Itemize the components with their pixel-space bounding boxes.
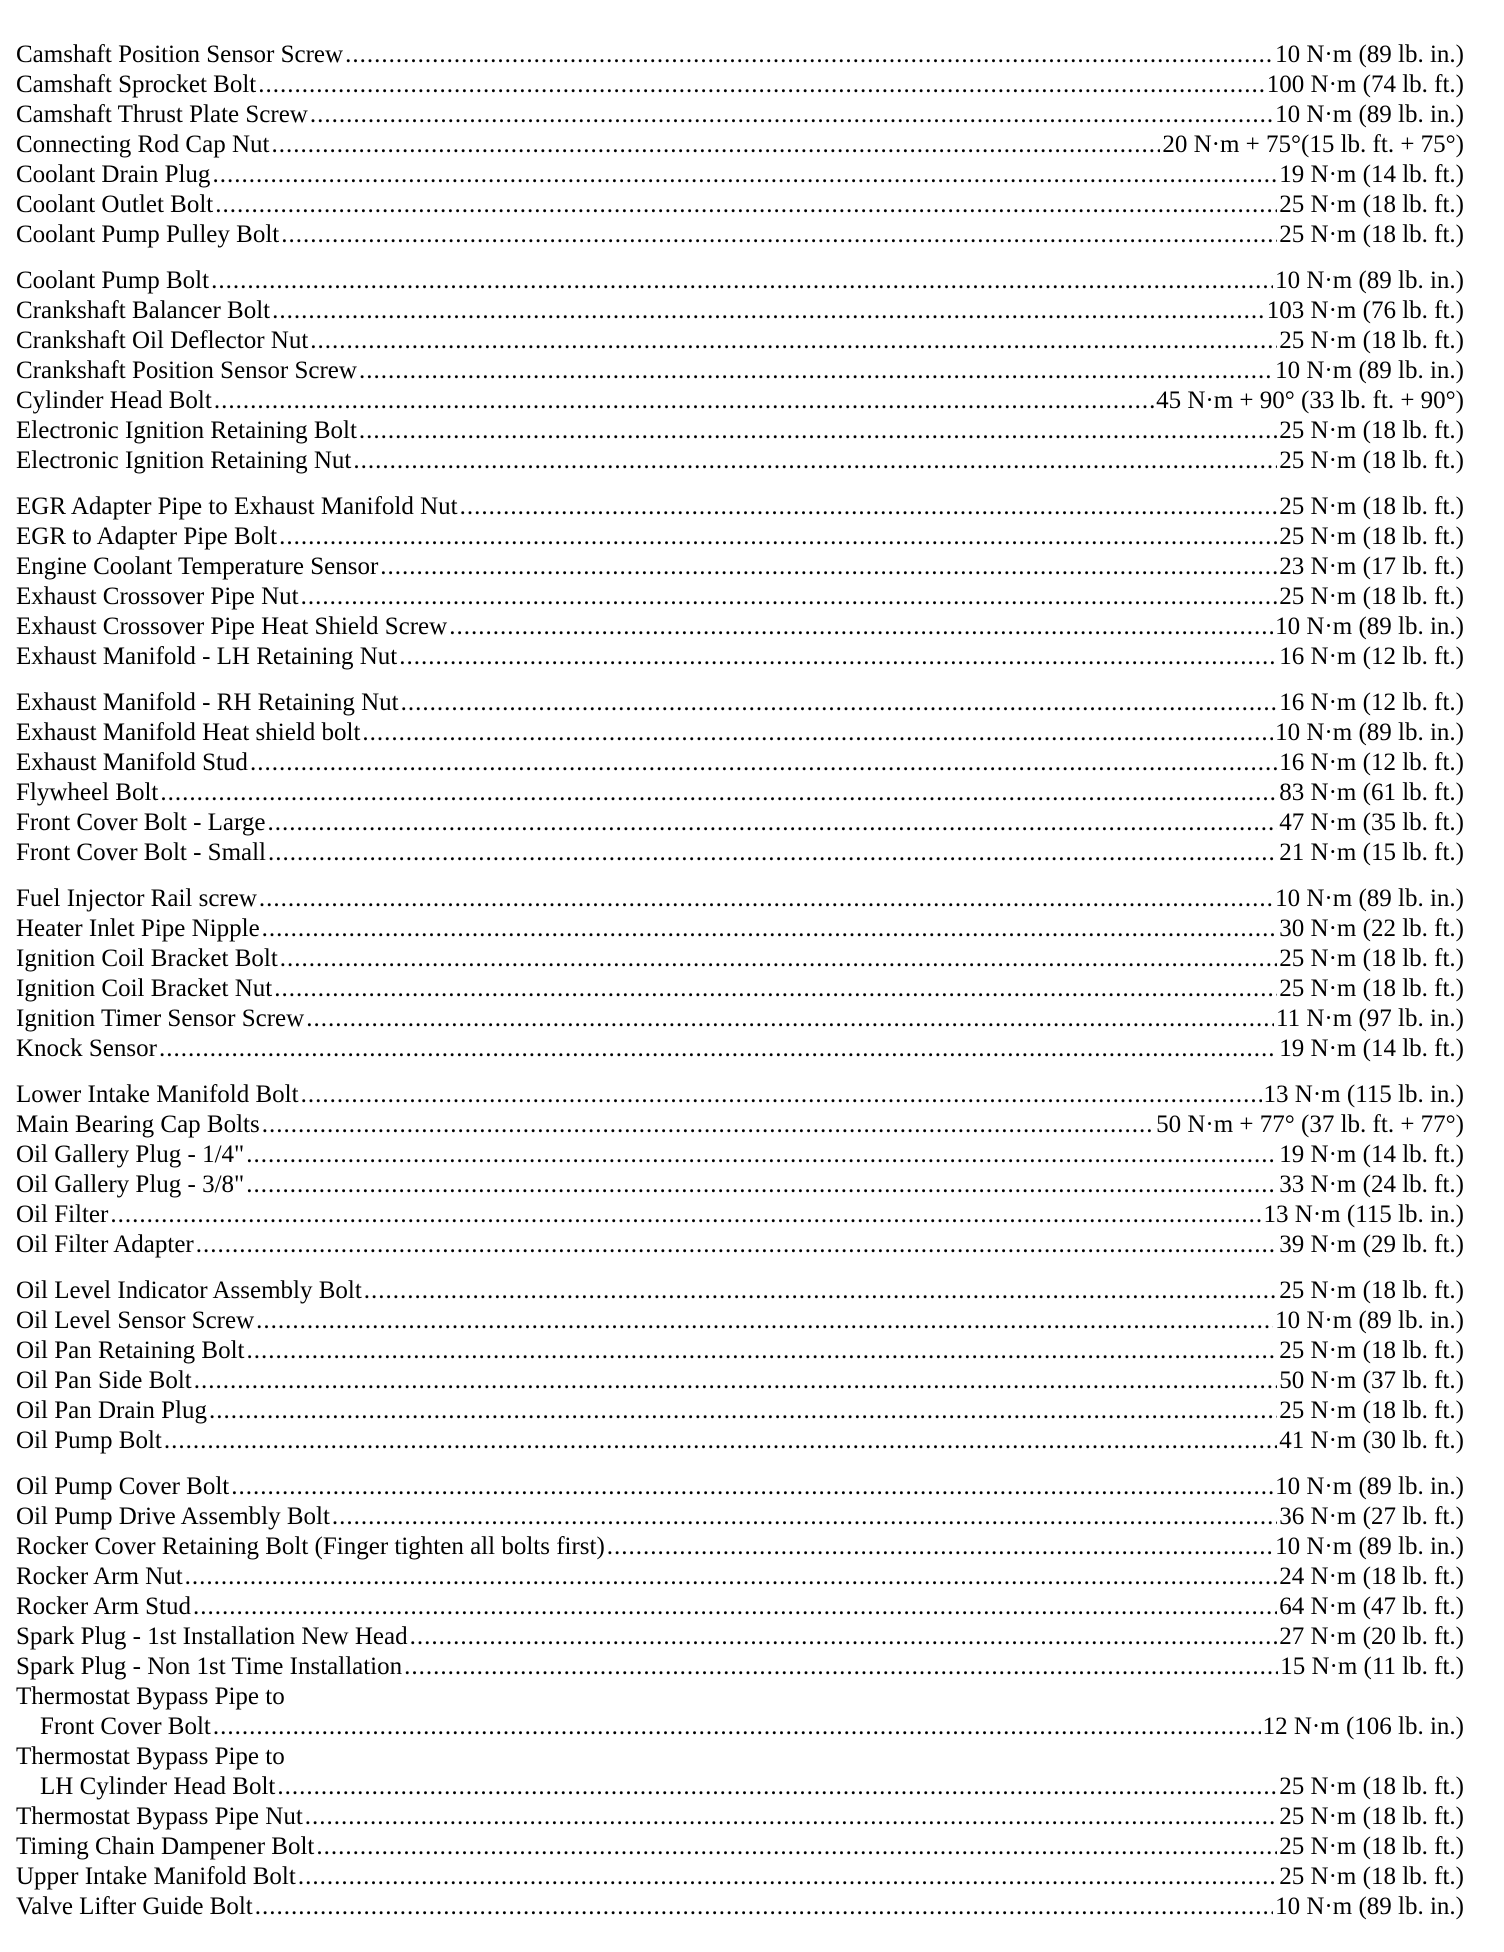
dot-leader xyxy=(345,40,1273,70)
dot-leader xyxy=(359,416,1277,446)
spec-label: Spark Plug - Non 1st Time Installation xyxy=(16,1653,403,1680)
spec-row xyxy=(16,838,1464,868)
dot-leader xyxy=(262,1110,1154,1140)
spec-label: Electronic Ignition Retaining Nut xyxy=(16,447,352,474)
spec-row xyxy=(16,1862,1464,1892)
spec-value: 39 N·m (29 lb. ft.) xyxy=(1279,1231,1464,1258)
spec-label: Exhaust Crossover Pipe Nut xyxy=(16,583,299,610)
spec-label: LH Cylinder Head Bolt xyxy=(40,1773,276,1800)
spec-row xyxy=(16,1004,1464,1034)
spec-value: 36 N·m (27 lb. ft.) xyxy=(1279,1503,1464,1530)
dot-leader xyxy=(316,1832,1277,1862)
dot-leader xyxy=(256,1306,1273,1336)
spec-value: 25 N·m (18 lb. ft.) xyxy=(1279,1773,1464,1800)
spec-value: 19 N·m (14 lb. ft.) xyxy=(1279,161,1464,188)
spec-row xyxy=(16,356,1464,386)
spec-row xyxy=(16,1276,1464,1306)
dot-leader xyxy=(268,838,1277,868)
dot-leader xyxy=(310,326,1277,356)
dot-leader xyxy=(401,688,1278,718)
spec-row xyxy=(16,446,1464,476)
spec-value: 10 N·m (89 lb. in.) xyxy=(1275,1893,1464,1920)
torque-specifications-table xyxy=(16,40,1464,1938)
spec-row xyxy=(16,718,1464,748)
spec-row xyxy=(16,1562,1464,1592)
dot-leader xyxy=(305,1802,1278,1832)
dot-leader xyxy=(399,642,1277,672)
spec-value: 25 N·m (18 lb. ft.) xyxy=(1279,1803,1464,1830)
spec-row xyxy=(16,1336,1464,1366)
spec-row xyxy=(16,100,1464,130)
dot-leader xyxy=(212,160,1277,190)
spec-value: 10 N·m (89 lb. in.) xyxy=(1275,267,1464,294)
spec-value: 10 N·m (89 lb. in.) xyxy=(1275,41,1464,68)
dot-leader xyxy=(449,612,1273,642)
spec-row xyxy=(16,1652,1464,1682)
spec-label: Oil Level Sensor Screw xyxy=(16,1307,255,1334)
spec-label: Oil Level Indicator Assembly Bolt xyxy=(16,1277,362,1304)
spec-group xyxy=(16,492,1464,672)
spec-label: Oil Filter xyxy=(16,1201,109,1228)
dot-leader xyxy=(410,1622,1278,1652)
spec-value: 27 N·m (20 lb. ft.) xyxy=(1279,1623,1464,1650)
spec-row xyxy=(16,492,1464,522)
spec-value: 11 N·m (97 lb. in.) xyxy=(1276,1005,1464,1032)
spec-row xyxy=(16,386,1464,416)
spec-value: 20 N·m + 75°(15 lb. ft. + 75°) xyxy=(1162,131,1464,158)
spec-label-first-line: Thermostat Bypass Pipe to xyxy=(16,1683,285,1710)
spec-label: Camshaft Position Sensor Screw xyxy=(16,41,344,68)
spec-row xyxy=(16,1396,1464,1426)
dot-leader xyxy=(364,1276,1278,1306)
spec-group xyxy=(16,266,1464,476)
spec-row xyxy=(16,642,1464,672)
spec-label: Rocker Cover Retaining Bolt (Finger tighten all bolts first) xyxy=(16,1533,605,1560)
spec-value: 10 N·m (89 lb. in.) xyxy=(1275,613,1464,640)
dot-leader xyxy=(246,1140,1277,1170)
spec-label: Exhaust Manifold Heat shield bolt xyxy=(16,719,361,746)
spec-value: 10 N·m (89 lb. in.) xyxy=(1275,719,1464,746)
spec-label: Connecting Rod Cap Nut xyxy=(16,131,270,158)
spec-row xyxy=(16,1772,1464,1802)
spec-row xyxy=(16,1892,1464,1922)
spec-value: 25 N·m (18 lb. ft.) xyxy=(1279,523,1464,550)
spec-label: Main Bearing Cap Bolts xyxy=(16,1111,260,1138)
spec-label: Cylinder Head Bolt xyxy=(16,387,212,414)
spec-label: Oil Gallery Plug - 3/8" xyxy=(16,1171,245,1198)
spec-row xyxy=(16,748,1464,778)
spec-row xyxy=(16,1080,1464,1110)
spec-label: Front Cover Bolt xyxy=(40,1713,211,1740)
spec-value: 25 N·m (18 lb. ft.) xyxy=(1279,1397,1464,1424)
spec-value: 13 N·m (115 lb. in.) xyxy=(1263,1201,1464,1228)
spec-row xyxy=(16,70,1464,100)
dot-leader xyxy=(268,808,1278,838)
spec-label: Oil Gallery Plug - 1/4" xyxy=(16,1141,245,1168)
spec-label: Oil Pump Bolt xyxy=(16,1427,162,1454)
dot-leader xyxy=(159,1034,1277,1064)
spec-row xyxy=(16,1472,1464,1502)
spec-value: 10 N·m (89 lb. in.) xyxy=(1275,357,1464,384)
spec-row xyxy=(16,778,1464,808)
dot-leader xyxy=(404,1652,1278,1682)
spec-value: 10 N·m (89 lb. in.) xyxy=(1275,1307,1464,1334)
spec-value: 16 N·m (12 lb. ft.) xyxy=(1279,689,1464,716)
spec-label: Electronic Ignition Retaining Bolt xyxy=(16,417,357,444)
dot-leader xyxy=(281,220,1277,250)
spec-value: 41 N·m (30 lb. ft.) xyxy=(1279,1427,1464,1454)
dot-leader xyxy=(298,1862,1277,1892)
dot-leader xyxy=(332,1502,1277,1532)
spec-row xyxy=(16,582,1464,612)
spec-row xyxy=(16,326,1464,356)
spec-value: 50 N·m + 77° (37 lb. ft. + 77°) xyxy=(1156,1111,1464,1138)
spec-label: Camshaft Thrust Plate Screw xyxy=(16,101,308,128)
spec-label: Valve Lifter Guide Bolt xyxy=(16,1893,253,1920)
spec-row xyxy=(16,1712,1464,1742)
spec-row xyxy=(16,552,1464,582)
spec-value: 25 N·m (18 lb. ft.) xyxy=(1279,975,1464,1002)
spec-label: Exhaust Manifold - RH Retaining Nut xyxy=(16,689,399,716)
spec-row xyxy=(16,1622,1464,1652)
spec-value: 10 N·m (89 lb. in.) xyxy=(1275,101,1464,128)
spec-value: 23 N·m (17 lb. ft.) xyxy=(1279,553,1464,580)
spec-row xyxy=(16,1532,1464,1562)
spec-row xyxy=(16,1802,1464,1832)
spec-label: Fuel Injector Rail screw xyxy=(16,885,257,912)
spec-value: 19 N·m (14 lb. ft.) xyxy=(1279,1141,1464,1168)
spec-value: 47 N·m (35 lb. ft.) xyxy=(1279,809,1464,836)
spec-value: 25 N·m (18 lb. ft.) xyxy=(1279,1277,1464,1304)
spec-label: Exhaust Manifold Stud xyxy=(16,749,248,776)
spec-value: 13 N·m (115 lb. in.) xyxy=(1263,1081,1464,1108)
spec-row xyxy=(16,522,1464,552)
dot-leader xyxy=(279,522,1277,552)
dot-leader xyxy=(246,1336,1277,1366)
spec-label: Ignition Coil Bracket Nut xyxy=(16,975,273,1002)
spec-label: Crankshaft Balancer Bolt xyxy=(16,297,271,324)
dot-leader xyxy=(211,266,1273,296)
spec-label: Rocker Arm Stud xyxy=(16,1593,191,1620)
spec-label: Exhaust Manifold - LH Retaining Nut xyxy=(16,643,398,670)
dot-leader xyxy=(246,1170,1277,1200)
spec-value: 12 N·m (106 lb. in.) xyxy=(1262,1713,1464,1740)
spec-group xyxy=(16,688,1464,868)
spec-label: Coolant Outlet Bolt xyxy=(16,191,214,218)
spec-row xyxy=(16,1140,1464,1170)
spec-label: Oil Filter Adapter xyxy=(16,1231,194,1258)
spec-label: EGR to Adapter Pipe Bolt xyxy=(16,523,278,550)
dot-leader xyxy=(164,1426,1277,1456)
dot-leader xyxy=(209,1396,1277,1426)
spec-label: Front Cover Bolt - Large xyxy=(16,809,266,836)
spec-label: Upper Intake Manifold Bolt xyxy=(16,1863,296,1890)
spec-group xyxy=(16,1080,1464,1260)
spec-label: Crankshaft Oil Deflector Nut xyxy=(16,327,309,354)
spec-row xyxy=(16,914,1464,944)
spec-row xyxy=(16,130,1464,160)
spec-value: 16 N·m (12 lb. ft.) xyxy=(1279,643,1464,670)
spec-label: Coolant Drain Plug xyxy=(16,161,211,188)
spec-group xyxy=(16,1472,1464,1922)
spec-label: Oil Pan Side Bolt xyxy=(16,1367,192,1394)
dot-leader xyxy=(231,1472,1273,1502)
spec-value: 25 N·m (18 lb. ft.) xyxy=(1279,1833,1464,1860)
spec-label: Rocker Arm Nut xyxy=(16,1563,183,1590)
spec-value: 25 N·m (18 lb. ft.) xyxy=(1279,221,1464,248)
spec-value: 10 N·m (89 lb. in.) xyxy=(1275,1533,1464,1560)
spec-value: 25 N·m (18 lb. ft.) xyxy=(1279,945,1464,972)
spec-label: Ignition Timer Sensor Screw xyxy=(16,1005,305,1032)
dot-leader xyxy=(160,778,1277,808)
spec-row xyxy=(16,884,1464,914)
spec-row xyxy=(16,1306,1464,1336)
spec-value: 45 N·m + 90° (33 lb. ft. + 90°) xyxy=(1156,387,1464,414)
spec-label: Oil Pan Drain Plug xyxy=(16,1397,207,1424)
dot-leader xyxy=(301,582,1278,612)
spec-value: 50 N·m (37 lb. ft.) xyxy=(1279,1367,1464,1394)
spec-label: Oil Pan Retaining Bolt xyxy=(16,1337,245,1364)
spec-label: Camshaft Sprocket Bolt xyxy=(16,71,257,98)
dot-leader xyxy=(272,296,1265,326)
dot-leader xyxy=(215,190,1277,220)
dot-leader xyxy=(213,1712,1261,1742)
spec-row xyxy=(16,1832,1464,1862)
dot-leader xyxy=(362,718,1273,748)
dot-leader xyxy=(359,356,1273,386)
spec-label: Exhaust Crossover Pipe Heat Shield Screw xyxy=(16,613,448,640)
spec-row xyxy=(16,688,1464,718)
spec-row xyxy=(16,1230,1464,1260)
dot-leader xyxy=(194,1366,1278,1396)
spec-label: Crankshaft Position Sensor Screw xyxy=(16,357,357,384)
spec-row xyxy=(16,1592,1464,1622)
spec-row xyxy=(16,974,1464,1004)
spec-row xyxy=(16,266,1464,296)
dot-leader xyxy=(380,552,1277,582)
spec-value: 24 N·m (18 lb. ft.) xyxy=(1279,1563,1464,1590)
dot-leader xyxy=(196,1230,1278,1260)
spec-row xyxy=(16,1366,1464,1396)
dot-leader xyxy=(301,1080,1262,1110)
spec-row xyxy=(16,1426,1464,1456)
spec-row xyxy=(16,944,1464,974)
spec-value: 25 N·m (18 lb. ft.) xyxy=(1279,1863,1464,1890)
spec-row xyxy=(16,1034,1464,1064)
dot-leader xyxy=(280,944,1278,974)
dot-leader xyxy=(277,1772,1277,1802)
spec-row xyxy=(16,1170,1464,1200)
spec-row xyxy=(16,1502,1464,1532)
spec-value: 10 N·m (89 lb. in.) xyxy=(1275,885,1464,912)
dot-leader xyxy=(214,386,1154,416)
spec-label: Coolant Pump Bolt xyxy=(16,267,210,294)
spec-label: Knock Sensor xyxy=(16,1035,157,1062)
spec-row xyxy=(16,1110,1464,1140)
spec-label: Spark Plug - 1st Installation New Head xyxy=(16,1623,408,1650)
spec-value: 15 N·m (11 lb. ft.) xyxy=(1280,1653,1464,1680)
spec-label-first-line: Thermostat Bypass Pipe to xyxy=(16,1743,285,1770)
dot-leader xyxy=(353,446,1277,476)
spec-label: Front Cover Bolt - Small xyxy=(16,839,266,866)
spec-value: 25 N·m (18 lb. ft.) xyxy=(1279,417,1464,444)
dot-leader xyxy=(255,1892,1273,1922)
spec-label: Timing Chain Dampener Bolt xyxy=(16,1833,315,1860)
dot-leader xyxy=(262,914,1278,944)
dot-leader xyxy=(271,130,1160,160)
spec-group xyxy=(16,884,1464,1064)
spec-label: EGR Adapter Pipe to Exhaust Manifold Nut xyxy=(16,493,458,520)
dot-leader xyxy=(258,70,1265,100)
spec-label: Lower Intake Manifold Bolt xyxy=(16,1081,299,1108)
dot-leader xyxy=(250,748,1277,778)
spec-value: 100 N·m (74 lb. ft.) xyxy=(1266,71,1464,98)
spec-row xyxy=(16,808,1464,838)
spec-value: 33 N·m (24 lb. ft.) xyxy=(1279,1171,1464,1198)
spec-label: Ignition Coil Bracket Bolt xyxy=(16,945,278,972)
dot-leader xyxy=(306,1004,1274,1034)
spec-value: 30 N·m (22 lb. ft.) xyxy=(1279,915,1464,942)
spec-value: 25 N·m (18 lb. ft.) xyxy=(1279,327,1464,354)
spec-value: 21 N·m (15 lb. ft.) xyxy=(1279,839,1464,866)
spec-label: Flywheel Bolt xyxy=(16,779,159,806)
spec-value: 25 N·m (18 lb. ft.) xyxy=(1279,583,1464,610)
spec-label: Thermostat Bypass Pipe Nut xyxy=(16,1803,303,1830)
spec-value: 25 N·m (18 lb. ft.) xyxy=(1279,191,1464,218)
spec-row xyxy=(16,160,1464,190)
spec-group xyxy=(16,40,1464,250)
spec-value: 10 N·m (89 lb. in.) xyxy=(1275,1473,1464,1500)
spec-row xyxy=(16,416,1464,446)
spec-row xyxy=(16,1200,1464,1230)
dot-leader xyxy=(110,1200,1261,1230)
spec-label: Engine Coolant Temperature Sensor xyxy=(16,553,379,580)
dot-leader xyxy=(460,492,1278,522)
spec-value: 64 N·m (47 lb. ft.) xyxy=(1279,1593,1464,1620)
spec-value: 83 N·m (61 lb. ft.) xyxy=(1279,779,1464,806)
spec-row xyxy=(16,612,1464,642)
spec-label: Oil Pump Drive Assembly Bolt xyxy=(16,1503,330,1530)
spec-value: 16 N·m (12 lb. ft.) xyxy=(1279,749,1464,776)
dot-leader xyxy=(185,1562,1278,1592)
spec-row xyxy=(16,190,1464,220)
dot-leader xyxy=(193,1592,1277,1622)
spec-group xyxy=(16,1276,1464,1456)
spec-value: 19 N·m (14 lb. ft.) xyxy=(1279,1035,1464,1062)
spec-row xyxy=(16,220,1464,250)
spec-value: 103 N·m (76 lb. ft.) xyxy=(1266,297,1464,324)
spec-row xyxy=(16,296,1464,326)
spec-label: Coolant Pump Pulley Bolt xyxy=(16,221,280,248)
spec-row xyxy=(16,40,1464,70)
dot-leader xyxy=(607,1532,1273,1562)
dot-leader xyxy=(274,974,1277,1004)
spec-value: 25 N·m (18 lb. ft.) xyxy=(1279,1337,1464,1364)
spec-label: Heater Inlet Pipe Nipple xyxy=(16,915,260,942)
spec-value: 25 N·m (18 lb. ft.) xyxy=(1279,447,1464,474)
dot-leader xyxy=(310,100,1273,130)
spec-value: 25 N·m (18 lb. ft.) xyxy=(1279,493,1464,520)
spec-label: Oil Pump Cover Bolt xyxy=(16,1473,230,1500)
dot-leader xyxy=(259,884,1273,914)
